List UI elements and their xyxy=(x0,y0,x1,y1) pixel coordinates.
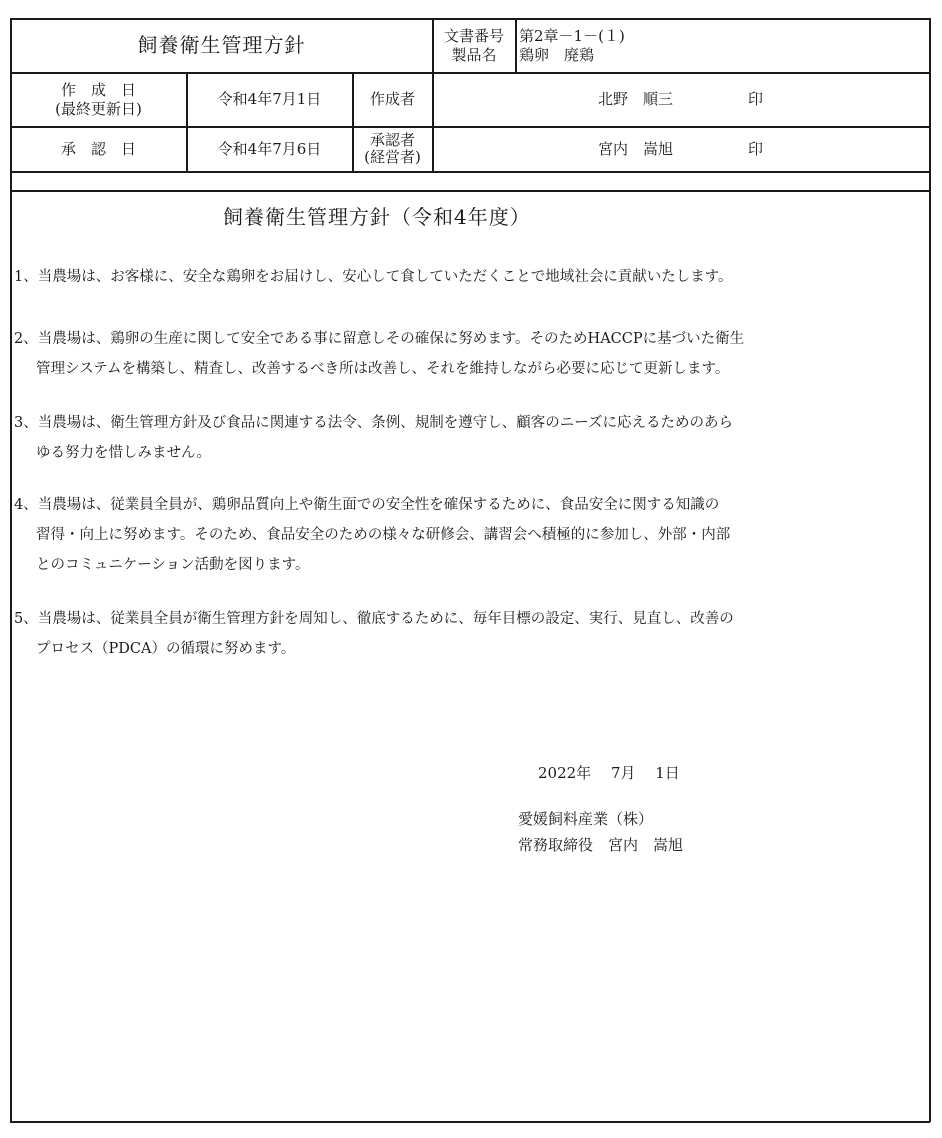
approver-seal: 印 xyxy=(748,139,764,158)
document-title: 飼養衛生管理方針 xyxy=(137,33,306,57)
policy-item-2: 2、当農場は、鶏卵の生産に関して安全である事に留意しその確保に努めます。そのためHACCPに基づいた衛生 管理システムを構築し、精査し、改善するべき所は改善し、それを維持しながら必要に応じて更新します。 xyxy=(14,331,745,377)
product-label: 製品名 xyxy=(451,45,497,64)
approver-role-label: (経営者) xyxy=(364,148,421,166)
policy-heading: 飼養衛生管理方針（令和4年度） xyxy=(223,205,531,229)
created-date: 令和4年7月1日 xyxy=(217,90,322,109)
signature-person: 常務取締役 宮内 嵩旭 xyxy=(518,836,684,854)
doc-number-value: 第2章－1－(１) xyxy=(519,26,625,45)
policy-item-1: 1、当農場は、お客様に、安全な鶏卵をお届けし、安心して食していただくことで地域社会に貢献いたします。 xyxy=(14,269,733,285)
last-updated-label: (最終更新日) xyxy=(55,99,142,118)
doc-number-label: 文書番号 xyxy=(443,26,504,45)
product-value: 鶏卵 廃鶏 xyxy=(519,45,595,64)
approved-date: 令和4年7月6日 xyxy=(217,139,322,158)
approver-label: 承認者 xyxy=(369,130,415,149)
signature-date: 2022年 7月 1日 xyxy=(538,764,680,782)
policy-item-5: 5、当農場は、従業員全員が衛生管理方針を周知し、徹底するために、毎年目標の設定、実行、見直し、改善の プロセス（PDCA）の循環に努めます。 xyxy=(14,611,734,657)
policy-item-4: 4、当農場は、従業員全員が、鶏卵品質向上や衛生面での安全性を確保するために、食品安全に関する知識の 習得・向上に努めます。そのため、食品安全のための様々な研修会、講習会へ積極的に参加し、外部・内部 とのコミュニケーション活動を図ります。 xyxy=(14,497,731,573)
author-name: 北野 順三 xyxy=(598,90,674,109)
created-label: 作 成 日 xyxy=(60,80,136,99)
author-seal: 印 xyxy=(748,90,764,109)
author-label: 作成者 xyxy=(369,90,415,109)
policy-item-3: 3、当農場は、衛生管理方針及び食品に関連する法令、条例、規制を遵守し、顧客のニーズに応えるためのあら ゆる努力を惜しみません。 xyxy=(14,415,733,461)
approver-name: 宮内 嵩旭 xyxy=(598,139,674,158)
approved-label: 承 認 日 xyxy=(60,139,136,158)
signature-company: 愛媛飼料産業（株） xyxy=(518,810,654,828)
